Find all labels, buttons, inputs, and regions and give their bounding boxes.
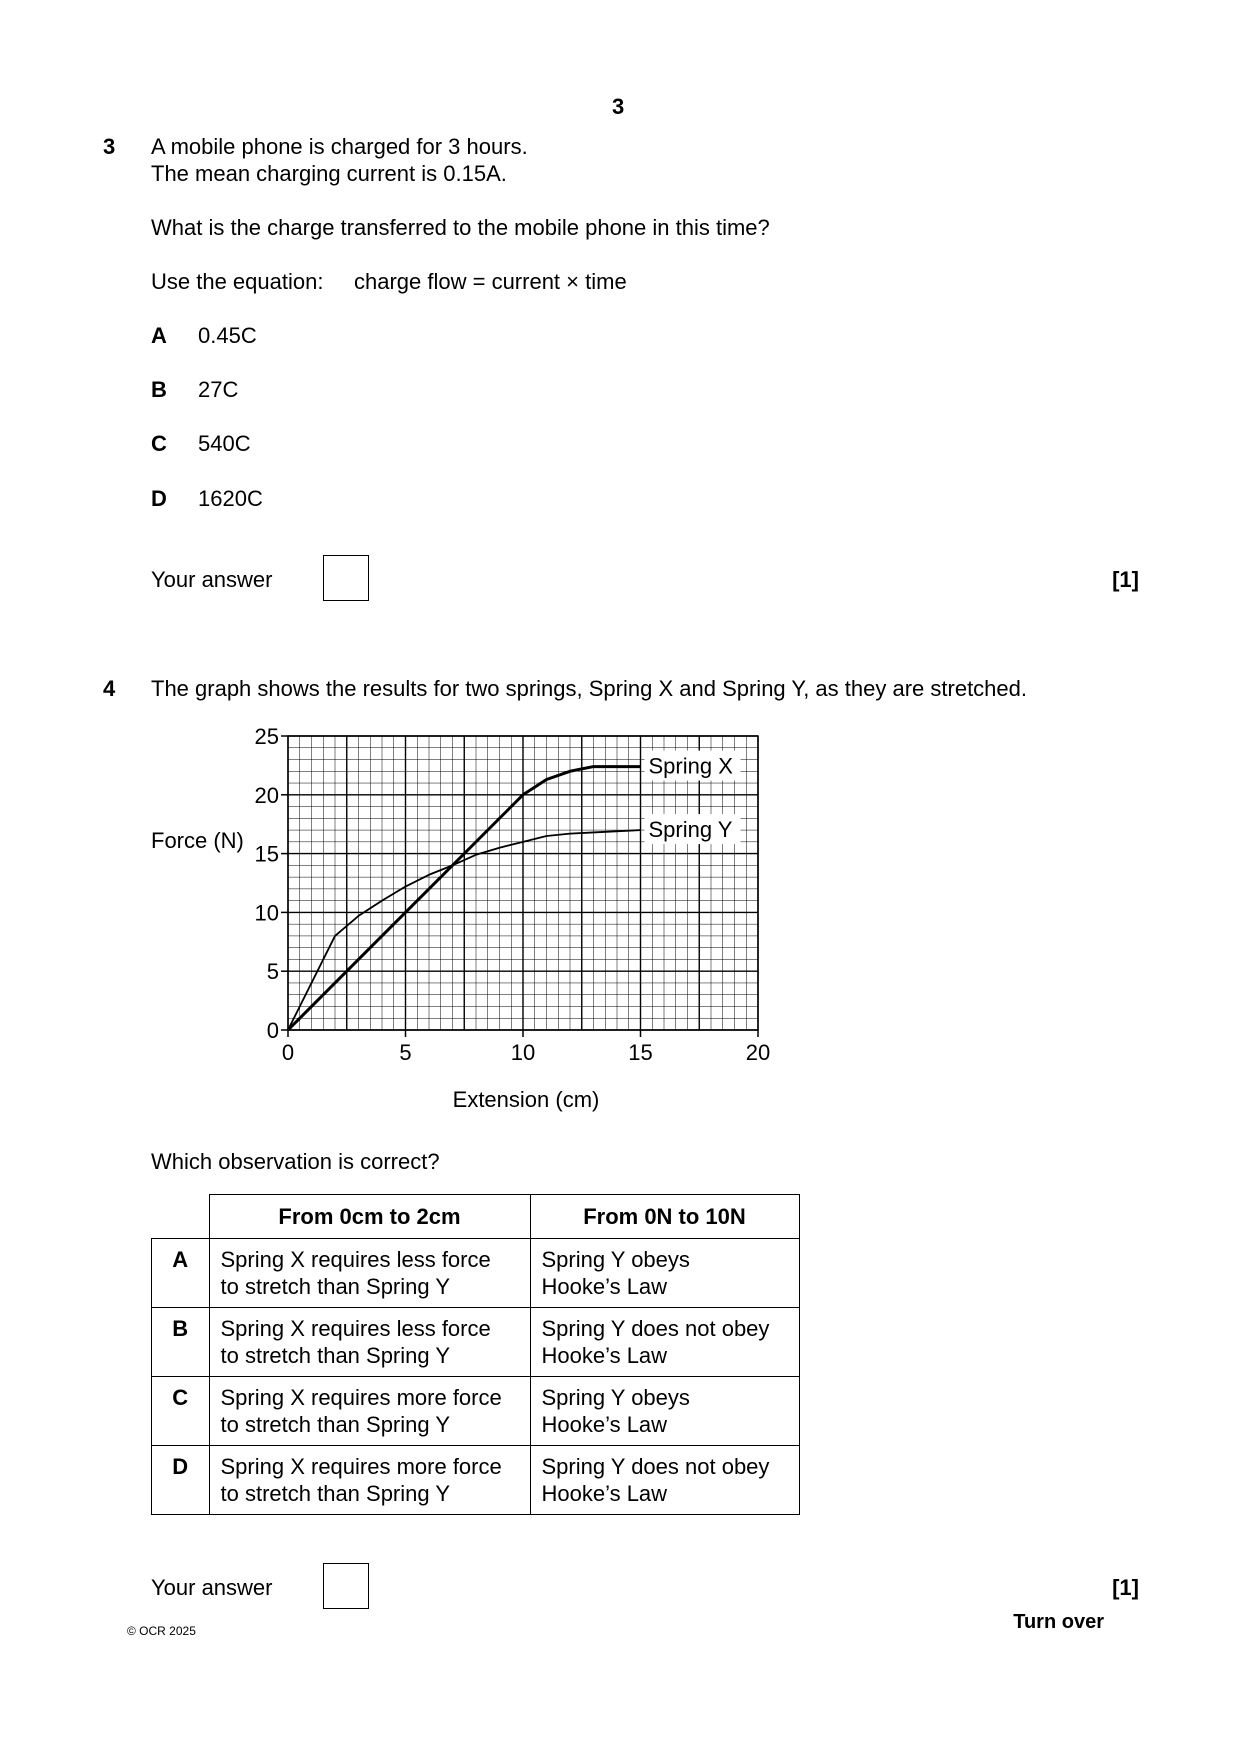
cell-line: Spring Y does not obey	[541, 1316, 770, 1342]
cell-line: Hooke’s Law	[541, 1411, 668, 1437]
cell-line: Hooke’s Law	[541, 1342, 668, 1368]
row-col1	[209, 1308, 530, 1377]
tick-marks	[281, 736, 758, 1037]
row-letter: B	[152, 1308, 210, 1377]
option-d-text: 1620C	[198, 486, 263, 511]
option-b-text: 27C	[198, 377, 239, 402]
row-col2	[530, 1377, 799, 1446]
question-4-prompt: Which observation is correct?	[151, 1149, 440, 1174]
y-tick-label: 10	[254, 900, 279, 926]
equation: charge flow = current × time	[354, 269, 627, 294]
y-tick-label: 25	[254, 724, 279, 749]
cell-line: Hooke’s Law	[541, 1480, 668, 1506]
series-labels	[645, 751, 741, 845]
row-letter: C	[152, 1377, 210, 1446]
question-3-marks: [1]	[1112, 567, 1139, 592]
cell-line: to stretch than Spring Y	[220, 1411, 451, 1437]
row-letter: D	[152, 1446, 210, 1515]
cell-line: Spring X requires more force	[220, 1385, 502, 1411]
turn-over: Turn over	[1013, 1611, 1104, 1633]
series-label: Spring X	[648, 753, 733, 779]
cell-line: Spring X requires less force	[220, 1247, 491, 1273]
row-col2	[530, 1308, 799, 1377]
y-tick-label: 5	[266, 959, 279, 985]
cell-line: to stretch than Spring Y	[220, 1480, 451, 1506]
question-3-answer-box[interactable]	[323, 555, 369, 601]
row-col2	[530, 1446, 799, 1515]
question-3-number: 3	[103, 134, 116, 159]
question-4-answer-box[interactable]	[323, 1563, 369, 1609]
x-tick-label: 20	[745, 1040, 771, 1065]
observation-table	[151, 1194, 800, 1515]
table-header-col2: From 0N to 10N	[530, 1195, 799, 1239]
question-4-number: 4	[103, 676, 116, 701]
copyright: © OCR 2025	[127, 1624, 196, 1638]
table-corner-cell	[152, 1195, 210, 1239]
spring-graph	[0, 720, 1241, 1140]
option-c-letter: C	[151, 431, 167, 456]
cell-line: to stretch than Spring Y	[220, 1342, 451, 1368]
x-tick-label: 15	[628, 1040, 653, 1065]
table-row	[152, 1308, 800, 1377]
option-d-letter: D	[151, 486, 167, 511]
page-number: 3	[612, 94, 625, 119]
row-letter: A	[152, 1239, 210, 1308]
question-3-line-1: A mobile phone is charged for 3 hours.	[151, 134, 528, 159]
question-3-line-2: The mean charging current is 0.15A.	[151, 161, 507, 186]
x-axis-label: Extension (cm)	[452, 1087, 600, 1112]
y-axis-label: Force (N)	[151, 828, 244, 853]
question-3-prompt: What is the charge transferred to the mobile phone in this time?	[151, 215, 770, 240]
series-label: Spring Y	[648, 817, 733, 843]
cell-line: Spring Y does not obey	[541, 1454, 770, 1480]
table-row	[152, 1446, 800, 1515]
x-tick-label: 5	[399, 1040, 412, 1065]
table-header-row	[152, 1195, 800, 1239]
question-4-intro: The graph shows the results for two springs, Spring X and Spring Y, as they are stretched.	[151, 676, 1027, 701]
table-row	[152, 1239, 800, 1308]
row-col1	[209, 1377, 530, 1446]
x-tick-label: 0	[281, 1040, 295, 1065]
row-col1	[209, 1446, 530, 1515]
cell-line: Hooke’s Law	[541, 1273, 668, 1299]
option-b-letter: B	[151, 377, 167, 402]
cell-line: Spring Y obeys	[541, 1385, 690, 1411]
row-col2	[530, 1239, 799, 1308]
table-row	[152, 1377, 800, 1446]
question-4-marks: [1]	[1112, 1575, 1139, 1600]
cell-line: Spring X requires more force	[220, 1454, 502, 1480]
option-c-text: 540C	[198, 431, 251, 456]
equation-prefix: Use the equation:	[151, 269, 324, 294]
option-a-text: 0.45C	[198, 323, 257, 348]
x-tick-label: 10	[510, 1040, 536, 1065]
question-3-answer-label: Your answer	[151, 567, 273, 592]
y-tick-label: 15	[254, 841, 279, 867]
table-header-col1: From 0cm to 2cm	[209, 1195, 530, 1239]
row-col1	[209, 1239, 530, 1308]
question-4-answer-label: Your answer	[151, 1575, 273, 1600]
cell-line: to stretch than Spring Y	[220, 1273, 451, 1299]
cell-line: Spring X requires less force	[220, 1316, 491, 1342]
y-tick-label: 0	[266, 1018, 279, 1043]
cell-line: Spring Y obeys	[541, 1247, 690, 1273]
y-tick-label: 20	[254, 782, 279, 808]
option-a-letter: A	[151, 323, 167, 348]
